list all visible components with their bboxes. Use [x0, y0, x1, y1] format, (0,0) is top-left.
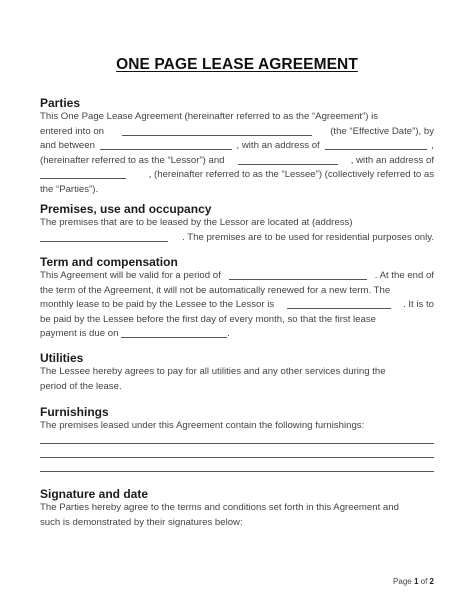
- term-line-4: be paid by the Lessee before the first day of every month, so that the first lease: [40, 313, 376, 325]
- term-line-3-start: monthly lease to be paid by the Lessee to the Lessor is: [40, 299, 275, 311]
- parties-line-2-end: (the “Effective Date”), by: [330, 125, 434, 137]
- lessor-address-blank[interactable]: [325, 139, 427, 150]
- section-heading-term: Term and compensation: [40, 255, 178, 269]
- furnishings-blank-line-3[interactable]: [40, 471, 434, 472]
- parties-line-3-end: ,: [431, 140, 434, 152]
- parties-line-3-mid: , with an address of: [236, 140, 320, 152]
- term-line-3-end: . It is to: [403, 299, 434, 311]
- lessee-address-blank[interactable]: [40, 168, 126, 179]
- monthly-lease-blank[interactable]: [287, 298, 391, 309]
- section-body-signature: [40, 501, 434, 530]
- lessee-name-blank[interactable]: [238, 154, 338, 165]
- section-body-utilities: [40, 365, 434, 394]
- parties-line-4-end: , with an address of: [350, 154, 434, 166]
- furnishings-line-1: The premises leased under this Agreement contain the following furnishings:: [40, 420, 365, 431]
- effective-date-blank[interactable]: [122, 125, 312, 136]
- term-line-1-end: . At the end of: [374, 270, 434, 281]
- first-payment-date-blank[interactable]: [121, 327, 227, 338]
- page-label: Page: [393, 577, 412, 586]
- signature-line-2: such is demonstrated by their signatures below:: [40, 516, 243, 528]
- parties-line-3-start: and between: [40, 140, 95, 152]
- parties-line-6: the “Parties”).: [40, 183, 99, 195]
- parties-line-5: , (hereinafter referred to as the “Lessee”) (collectively referred to as: [148, 169, 434, 181]
- section-body-premises: [40, 216, 434, 245]
- section-body-term: [40, 269, 434, 342]
- section-heading-furnishings: Furnishings: [40, 405, 109, 419]
- utilities-line-2: period of the lease.: [40, 380, 122, 392]
- section-heading-parties: Parties: [40, 96, 81, 110]
- page-of-label: of: [420, 577, 428, 586]
- lessor-name-blank[interactable]: [100, 139, 232, 150]
- section-body-parties: [40, 110, 434, 198]
- premises-line-1: The premises that are to be leased by the Lessor are located at (address): [40, 217, 353, 228]
- term-period-blank[interactable]: [229, 269, 367, 280]
- signature-line-1: The Parties hereby agree to the terms and conditions set forth in this Agreement and: [40, 502, 399, 513]
- section-heading-utilities: Utilities: [40, 351, 84, 365]
- premises-line-2: . The premises are to be used for residential purposes only.: [182, 231, 434, 243]
- furnishings-blank-line-2[interactable]: [40, 457, 434, 458]
- parties-line-4-start: (hereinafter referred to as the “Lessor”) and: [40, 154, 225, 166]
- page-current: 1: [413, 577, 419, 586]
- section-body-furnishings: [40, 419, 434, 434]
- parties-line-1: This One Page Lease Agreement (hereinafter referred to as the “Agreement”) is: [40, 111, 379, 122]
- term-line-5-end: .: [227, 328, 230, 340]
- section-heading-signature: Signature and date: [40, 487, 149, 501]
- parties-line-2-start: entered into on: [40, 125, 105, 137]
- term-line-2: the term of the Agreement, it will not be automatically renewed for a new term. The: [40, 284, 391, 296]
- document-title: ONE PAGE LEASE AGREEMENT: [116, 56, 358, 73]
- premises-address-blank[interactable]: [40, 231, 168, 242]
- term-line-1-start: This Agreement will be valid for a period of: [40, 270, 221, 281]
- page-number: [393, 577, 434, 586]
- section-heading-premises: Premises, use and occupancy: [40, 202, 212, 216]
- utilities-line-1: The Lessee hereby agrees to pay for all utilities and any other services during the: [40, 366, 386, 377]
- term-line-5-start: payment is due on: [40, 328, 119, 340]
- furnishings-blank-line-1[interactable]: [40, 443, 434, 444]
- page-total: 2: [429, 577, 434, 586]
